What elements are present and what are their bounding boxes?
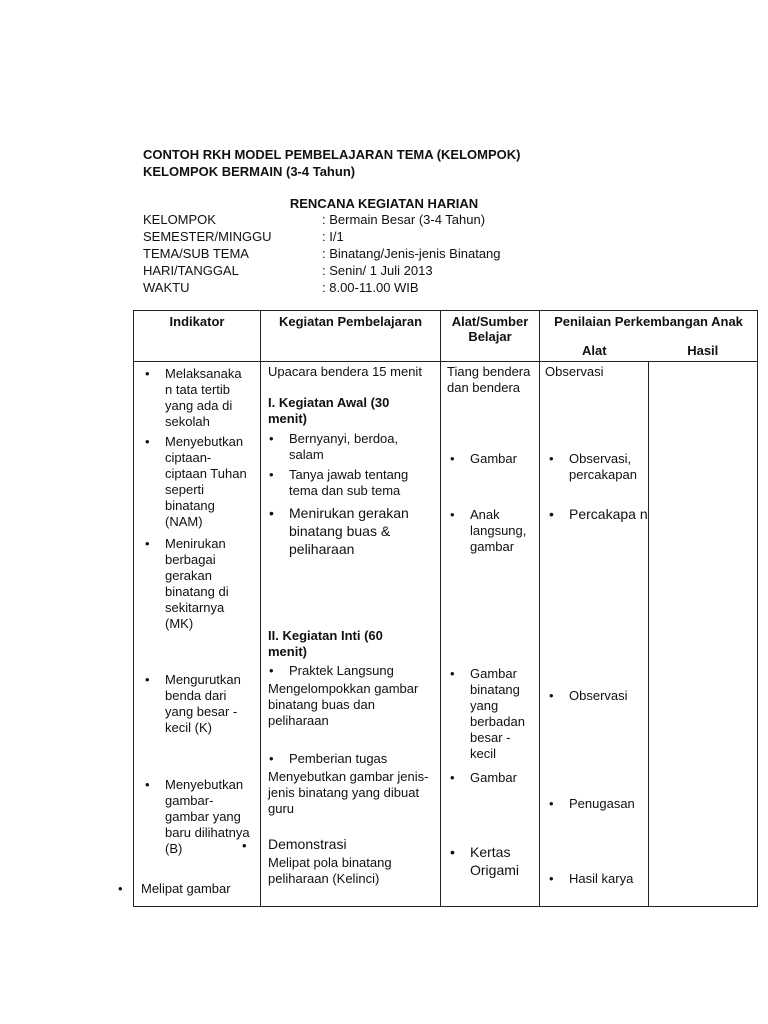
kegiatan-awal-item: • Bernyanyi, berdoa, salam (289, 431, 429, 463)
alat-sumber-item: • Kertas Origami (470, 843, 540, 879)
indikator-item: • Mengurutkan benda dari yang besar - kecil (K) (165, 672, 250, 736)
kegiatan-cell (261, 362, 441, 907)
penilaian-alat-item: • Hasil karya (569, 871, 649, 887)
penilaian-alat-item: • Observasi (569, 688, 649, 704)
title-line-1: CONTOH RKH MODEL PEMBELAJARAN TEMA (KELOMPOK) (143, 147, 521, 162)
penilaian-alat-item: Observasi (545, 364, 604, 380)
info-label-waktu: WAKTU (143, 280, 190, 295)
info-value-tema: : Binatang/Jenis-jenis Binatang (322, 246, 501, 261)
kegiatan-inti-title: II. Kegiatan Inti (60 menit) (268, 628, 383, 660)
header-kegiatan: Kegiatan Pembelajaran (261, 311, 441, 362)
indikator-item: • Menirukan berbagai gerakan binatang di sekitarnya (MK) (165, 536, 250, 632)
penilaian-alat-cell (540, 362, 649, 907)
penilaian-hasil-cell (649, 362, 758, 907)
header-alat-sumber: Alat/Sumber Belajar (441, 311, 540, 362)
penilaian-alat-item: • Observasi, percakapan (569, 451, 649, 483)
penilaian-alat-item: • Penugasan (569, 796, 649, 812)
header-alat: Alat (540, 343, 649, 362)
info-value-semester: : I/1 (322, 229, 344, 244)
activity-table (133, 310, 758, 907)
kegiatan-demo: Demonstrasi (268, 836, 347, 853)
kegiatan-awal-item: • Tanya jawab tentang tema dan sub tema (289, 467, 429, 499)
alat-sumber-cell (441, 362, 540, 907)
info-label-tema: TEMA/SUB TEMA (143, 246, 249, 261)
indikator-item: • Menyebutkan gambar-gambar yang baru dilihatnya (B) (165, 777, 250, 857)
header-penilaian: Penilaian Perkembangan Anak (540, 311, 758, 344)
kegiatan-tugas: • Pemberian tugas (289, 751, 429, 767)
kegiatan-demo-desc: Melipat pola binatang peliharaan (Kelinci) (268, 855, 392, 887)
alat-sumber-item: Tiang bendera dan bendera (447, 364, 531, 396)
indikator-item: • Menyebutkan ciptaan-ciptaan Tuhan seperti binatang (NAM) (165, 434, 250, 530)
header-hasil: Hasil (649, 343, 758, 362)
kegiatan-tugas-desc: Menyebutkan gambar jenis-jenis binatang yang dibuat guru (268, 769, 429, 817)
center-title: RENCANA KEGIATAN HARIAN (289, 196, 479, 211)
alat-sumber-item: • Gambar binatang yang berbadan besar - kecil (470, 666, 540, 762)
kegiatan-awal-item: • Menirukan gerakan binatang buas & peliharaan (289, 504, 429, 558)
kegiatan-upacara: Upacara bendera 15 menit (268, 364, 422, 380)
kegiatan-praktek: • Praktek Langsung (289, 663, 429, 679)
info-value-waktu: : 8.00-11.00 WIB (322, 280, 419, 295)
kegiatan-awal-title: I. Kegiatan Awal (30 menit) (268, 395, 390, 427)
info-label-semester: SEMESTER/MINGGU (143, 229, 272, 244)
indikator-item: • Melaksanaka n tata tertib yang ada di sekolah (165, 366, 250, 430)
indikator-cell (134, 362, 261, 907)
alat-sumber-item: • Gambar (470, 451, 540, 467)
info-label-kelompok: KELOMPOK (143, 212, 216, 227)
alat-sumber-item: • Gambar (470, 770, 540, 786)
stray-bullet-icon: • (242, 838, 247, 853)
info-value-kelompok: : Bermain Besar (3-4 Tahun) (322, 212, 486, 227)
penilaian-alat-item: • Percakapa n (569, 505, 649, 523)
alat-sumber-item: • Anak langsung, gambar (470, 507, 540, 555)
indikator-item-last: Melipat gambar (141, 881, 231, 896)
bullet-icon: • (118, 881, 123, 896)
kegiatan-praktek-desc: Mengelompokkan gambar binatang buas dan peliharaan (268, 681, 419, 729)
title-line-2: KELOMPOK BERMAIN (3-4 Tahun) (143, 164, 356, 179)
header-indikator: Indikator (134, 311, 261, 362)
info-value-hari: : Senin/ 1 Juli 2013 (322, 263, 433, 278)
info-label-hari: HARI/TANGGAL (143, 263, 239, 278)
